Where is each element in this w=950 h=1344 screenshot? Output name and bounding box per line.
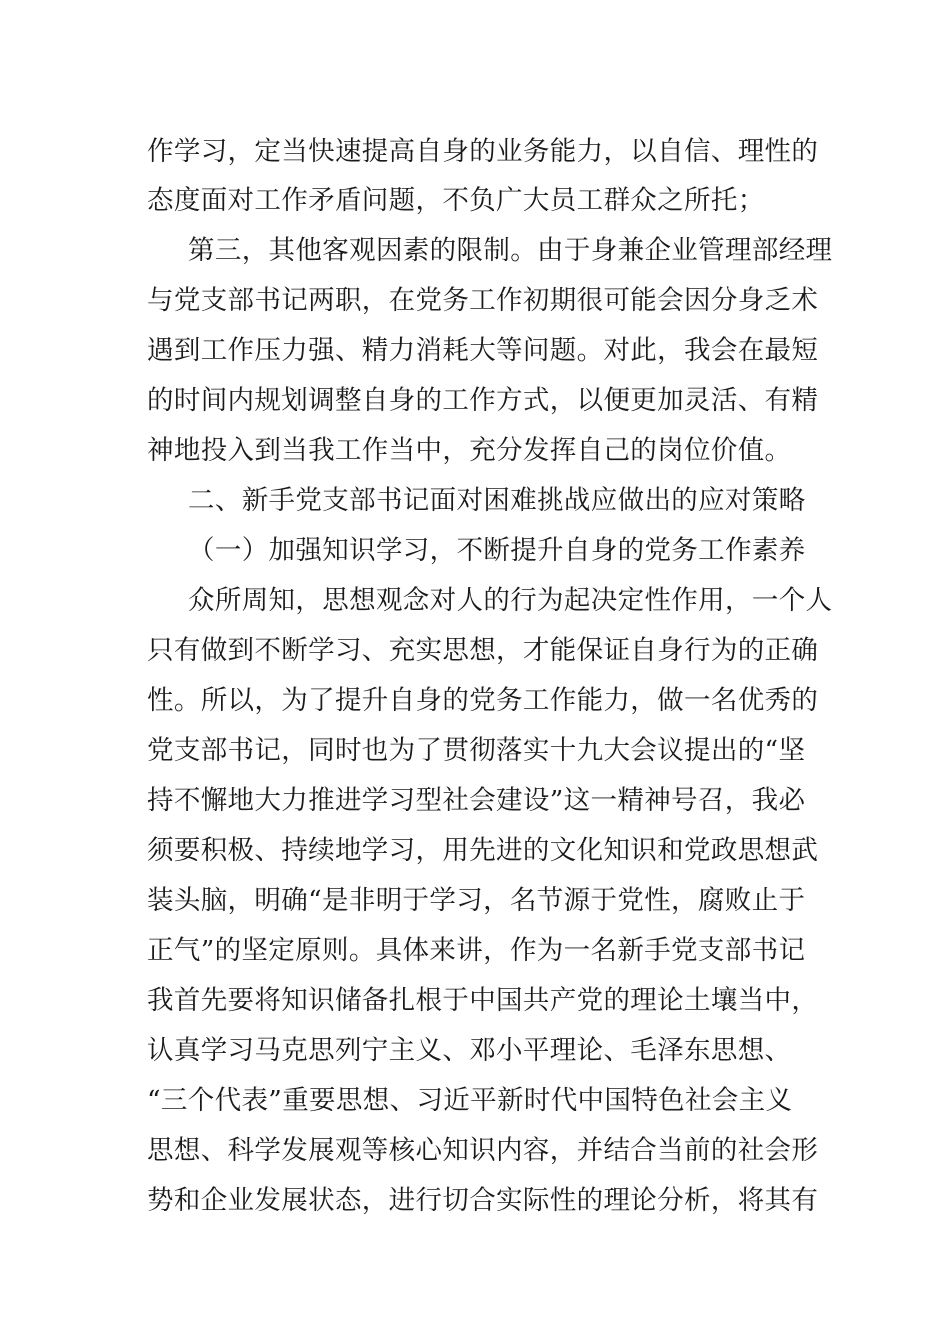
paragraph-line: 势和企业发展状态，进行切合实际性的理论分析，将其有 xyxy=(147,1185,819,1216)
paragraph-line: 性。所以，为了提升自身的党务工作能力，做一名优秀的 xyxy=(147,685,819,716)
paragraph-line: 装头脑，明确“是非明于学习，名节源于党性，腐败止于 xyxy=(147,885,806,916)
paragraph-line: 正气”的坚定原则。具体来讲，作为一名新手党支部书记 xyxy=(147,935,806,966)
paragraph-line: 只有做到不断学习、充实思想，才能保证自身行为的正确 xyxy=(147,635,819,666)
paragraph-line: 的时间内规划调整自身的工作方式，以便更加灵活、有精 xyxy=(147,385,819,416)
paragraph-line: 认真学习马克思列宁主义、邓小平理论、毛泽东思想、 xyxy=(147,1035,792,1066)
paragraph-line: 思想、科学发展观等核心知识内容，并结合当前的社会形 xyxy=(147,1135,819,1166)
paragraph-line: 党支部书记，同时也为了贯彻落实十九大会议提出的“坚 xyxy=(147,735,806,766)
paragraph-line: 众所周知，思想观念对人的行为起决定性作用，一个人 xyxy=(188,585,833,616)
paragraph-line: 作学习，定当快速提高自身的业务能力，以自信、理性的 xyxy=(147,136,819,167)
section-heading: 二、新手党支部书记面对困难挑战应做出的应对策略 xyxy=(188,485,806,516)
subsection-heading: （一）加强知识学习，不断提升自身的党务工作素养 xyxy=(188,535,806,566)
paragraph-line: 神地投入到当我工作当中，充分发挥自己的岗位价值。 xyxy=(147,435,792,466)
paragraph-line: 我首先要将知识储备扎根于中国共产党的理论土壤当中， xyxy=(147,985,819,1016)
paragraph-line: 须要积极、持续地学习，用先进的文化知识和党政思想武 xyxy=(147,835,819,866)
paragraph-line: 遇到工作压力强、精力消耗大等问题。对此，我会在最短 xyxy=(147,335,819,366)
paragraph-line: 与党支部书记两职，在党务工作初期很可能会因分身乏术 xyxy=(147,285,819,316)
paragraph-line: “三个代表”重要思想、习近平新时代中国特色社会主义 xyxy=(147,1085,793,1116)
paragraph-line: 态度面对工作矛盾问题，不负广大员工群众之所托； xyxy=(147,185,765,216)
paragraph-line: 第三，其他客观因素的限制。由于身兼企业管理部经理 xyxy=(188,235,833,266)
paragraph-line: 持不懈地大力推进学习型社会建设”这一精神号召，我必 xyxy=(147,785,806,816)
